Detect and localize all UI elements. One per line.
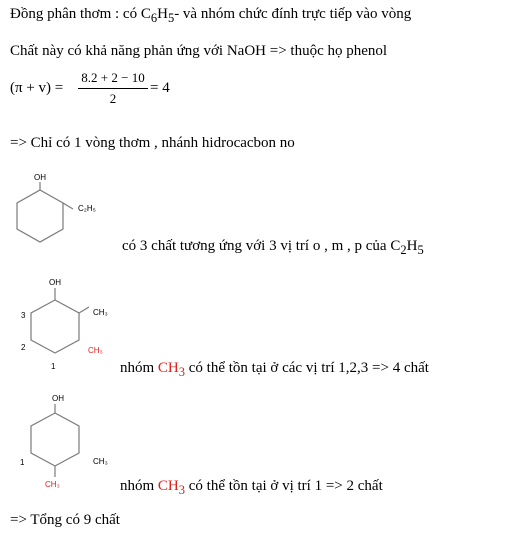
intro-text-h: H xyxy=(157,6,168,22)
ch3-highlight: CH xyxy=(157,360,179,376)
position-2: 2 xyxy=(21,343,26,352)
phenol-line: Chất này có khả năng phản ứng với NaOH => thuộc họ phenol xyxy=(10,43,388,59)
structure-ethylphenol xyxy=(17,182,73,242)
structure-methylphenol-a xyxy=(31,288,89,353)
ch3-label-right: CH₃ xyxy=(93,457,108,466)
subscript: 5 xyxy=(417,243,424,257)
ch3-label-red-2: CH₃ xyxy=(45,480,60,489)
isomers-text: có 3 chất tương ứng với 3 vị trí o , m , p của C xyxy=(122,238,401,254)
formula-denominator: 2 xyxy=(109,91,117,106)
text-prefix: nhóm xyxy=(120,360,158,376)
text-prefix: nhóm xyxy=(120,478,158,494)
isomers-text-2 xyxy=(120,359,429,381)
conclusion-line: => Chỉ có 1 vòng thơm , nhánh hidrocacbon no xyxy=(10,135,295,151)
text-suffix: có thể tồn tại ở vị trí 1 => 2 chất xyxy=(185,478,383,494)
intro-text-rest: - và nhóm chức đính trực tiếp vào vòng xyxy=(174,6,412,22)
ch3-label-top: CH₃ xyxy=(93,308,108,317)
oh-label-2: OH xyxy=(49,278,61,287)
ethyl-label: C₂H₅ xyxy=(78,204,96,213)
subscript: 5 xyxy=(167,11,175,25)
position-1: 1 xyxy=(51,362,56,371)
isomers-text-1 xyxy=(122,237,424,259)
total-line: => Tổng có 9 chất xyxy=(10,512,120,528)
oh-label-3: OH xyxy=(52,394,64,403)
structure-methylphenol-b xyxy=(31,404,79,477)
subscript: 2 xyxy=(400,243,407,257)
isomers-text-3 xyxy=(120,477,383,499)
text-suffix: có thể tồn tại ở các vị trí 1,2,3 => 4 chất xyxy=(185,360,429,376)
subscript: 3 xyxy=(178,483,186,497)
position-1-b: 1 xyxy=(20,458,25,467)
formula-numerator: 8.2 + 2 − 10 xyxy=(81,70,145,85)
oh-label-1: OH xyxy=(34,173,46,182)
subscript: 6 xyxy=(150,11,158,25)
isomers-text-h: H xyxy=(406,238,418,254)
formula-rhs: = 4 xyxy=(150,80,170,96)
position-3: 3 xyxy=(21,311,26,320)
ch3-highlight: CH xyxy=(157,478,179,494)
subscript: 3 xyxy=(178,365,186,379)
ch3-label-red-1: CH₃ xyxy=(88,346,103,355)
intro-text: Đồng phân thơm : có C xyxy=(10,6,151,22)
formula-lhs: (π + v) = xyxy=(10,80,64,96)
